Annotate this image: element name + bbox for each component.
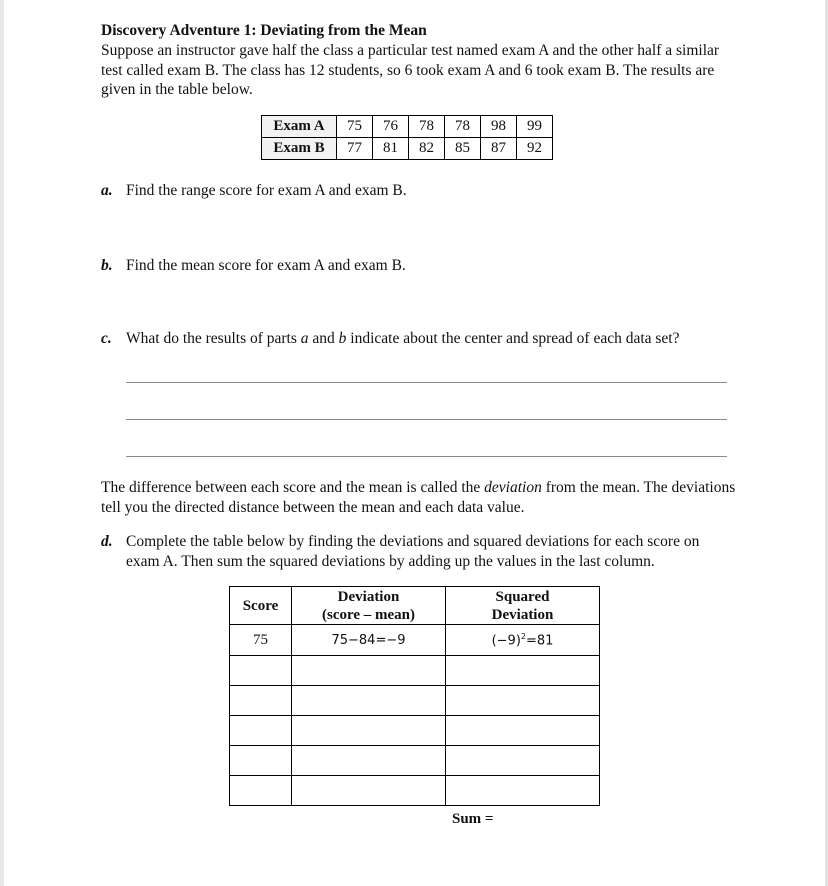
example-squared-deviation <box>446 625 600 656</box>
header-deviation-line2: (score – mean) <box>321 606 416 623</box>
header-squared-deviation <box>446 587 600 625</box>
blank-deviation-cell[interactable] <box>292 656 446 686</box>
blank-deviation-cell[interactable] <box>292 686 446 716</box>
blank-squared-cell[interactable] <box>446 686 600 716</box>
squared-base: (−9) <box>491 633 521 649</box>
question-c-var-a: a <box>300 330 309 347</box>
header-squared-line2: Deviation <box>491 606 554 623</box>
intro-paragraph: Suppose an instructor gave half the class a particular test named exam A and the other half a similar test called exam B. The class has 12 students, so 6 took exam A and 6 took exam B. The results are given in the table below. <box>101 42 720 98</box>
question-b-label: b. <box>101 257 113 274</box>
blank-deviation-cell[interactable] <box>292 716 446 746</box>
blank-squared-cell[interactable] <box>446 776 600 806</box>
question-c-text-pre: What do the results of parts <box>126 330 301 347</box>
exam-b-score: 82 <box>409 138 445 160</box>
exam-b-score: 85 <box>445 138 481 160</box>
blank-deviation-cell[interactable] <box>292 746 446 776</box>
header-score: Score <box>230 587 292 625</box>
blank-score-cell[interactable] <box>230 716 292 746</box>
squared-result: =81 <box>525 633 554 649</box>
exam-a-score: 99 <box>517 116 553 138</box>
deviation-blank-row <box>230 686 600 716</box>
exam-a-row <box>262 116 553 138</box>
deviation-example-row <box>230 625 600 656</box>
exam-b-score: 87 <box>481 138 517 160</box>
question-a-text: Find the range score for exam A and exam B. <box>126 182 407 199</box>
exam-b-row <box>262 138 553 160</box>
deviation-term: deviation <box>484 479 542 496</box>
example-score: 75 <box>230 625 292 656</box>
header-deviation <box>292 587 446 625</box>
squared-exponent: 2 <box>520 631 526 641</box>
exam-a-label: Exam A <box>262 116 337 138</box>
exam-score-table <box>261 115 553 160</box>
question-c-text-mid: and <box>308 330 339 347</box>
deviation-blank-row <box>230 656 600 686</box>
question-a-label: a. <box>101 182 113 199</box>
deviation-paragraph-post: from the mean. The deviations tell you the directed distance between the mean and each data value. <box>101 479 736 516</box>
deviation-blank-row <box>230 716 600 746</box>
blank-deviation-cell[interactable] <box>292 776 446 806</box>
blank-squared-cell[interactable] <box>446 746 600 776</box>
deviation-table-header <box>230 587 600 625</box>
sum-label: Sum = <box>452 811 494 827</box>
blank-squared-cell[interactable] <box>446 716 600 746</box>
header-squared-line1: Squared <box>495 588 550 605</box>
header-deviation-line1: Deviation <box>337 588 400 605</box>
deviation-paragraph-pre: The difference between each score and the mean is called the <box>101 479 485 496</box>
question-c-text-post: indicate about the center and spread of each data set? <box>346 330 680 347</box>
example-deviation: 75−84=−9 <box>292 625 446 656</box>
exam-b-score: 92 <box>517 138 553 160</box>
exam-b-score: 81 <box>373 138 409 160</box>
exam-a-score: 76 <box>373 116 409 138</box>
blank-score-cell[interactable] <box>230 776 292 806</box>
question-c-label: c. <box>101 330 112 347</box>
exam-a-score: 78 <box>445 116 481 138</box>
blank-score-cell[interactable] <box>230 656 292 686</box>
answer-line-1[interactable] <box>126 382 727 383</box>
worksheet-title: Discovery Adventure 1: Deviating from the Mean <box>101 22 427 39</box>
exam-a-score: 75 <box>337 116 373 138</box>
question-b-text: Find the mean score for exam A and exam B. <box>126 257 406 274</box>
deviation-blank-row <box>230 776 600 806</box>
question-c-var-b: b <box>338 330 347 347</box>
exam-b-label: Exam B <box>262 138 337 160</box>
blank-score-cell[interactable] <box>230 746 292 776</box>
exam-b-score: 77 <box>337 138 373 160</box>
question-c-text <box>126 329 680 349</box>
answer-line-3[interactable] <box>126 456 727 457</box>
deviation-table <box>229 586 600 806</box>
deviation-blank-row <box>230 746 600 776</box>
question-d-text: Complete the table below by finding the deviations and squared deviations for each score on exam A. Then sum the squared deviations by adding up the values in the last column. <box>126 533 700 570</box>
exam-a-score: 98 <box>481 116 517 138</box>
blank-score-cell[interactable] <box>230 686 292 716</box>
question-d-label: d. <box>101 533 113 550</box>
exam-a-score: 78 <box>409 116 445 138</box>
deviation-paragraph <box>101 478 741 517</box>
answer-line-2[interactable] <box>126 419 727 420</box>
blank-squared-cell[interactable] <box>446 656 600 686</box>
